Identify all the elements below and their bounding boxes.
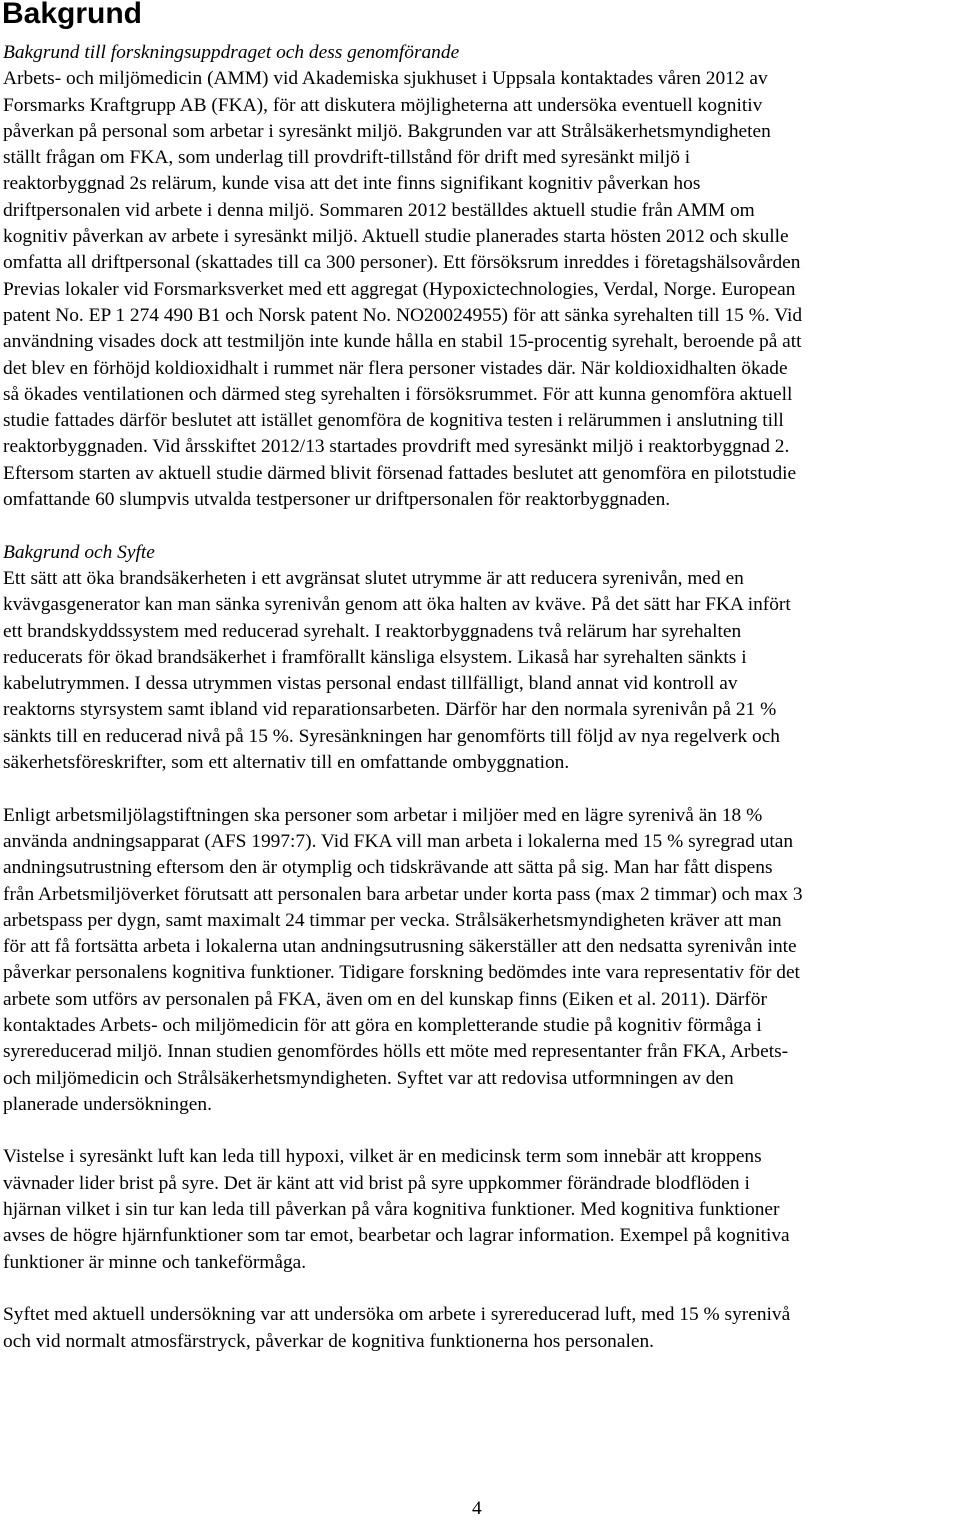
text-line: för att få fortsätta arbeta i lokalerna utan andningsutrusning säkerställer att den nedsatta syrenivån inte: [3, 936, 797, 958]
text-line: sänkts till en reducerad nivå på 15 %. Syresänkningen har genomförts till följd av nya regelverk och: [3, 725, 781, 747]
text-line: säkerhetsföreskrifter, som ett alternativ till en omfattande ombyggnation.: [3, 752, 570, 774]
text-line: kabelutrymmen. I dessa utrymmen vistas personal endast tillfälligt, bland annat vid kontroll av: [3, 673, 738, 695]
page-heading: Bakgrund: [2, 0, 143, 30]
text-line: påverkan på personal som arbetar i syresänkt miljö. Bakgrunden var att Strålsäkerhetsmyndigheten: [3, 120, 771, 142]
subheading-background-purpose: Bakgrund och Syfte: [3, 541, 155, 563]
text-line: använda andningsapparat (AFS 1997:7). Vid FKA vill man arbeta i lokalerna med 15 % syregrad utan: [3, 830, 794, 852]
text-line: studie fattades därför beslutet att istället genomföra de kognitiva testen i relärummen i anslutning till: [3, 410, 784, 432]
text-line: påverkar personalens kognitiva funktioner. Tidigare forskning bedömdes inte vara representativ för det: [3, 962, 800, 984]
text-line: och miljömedicin och Strålsäkerhetsmyndigheten. Syftet var att redovisa utformningen av den: [3, 1067, 734, 1089]
text-line: andningsutrustning eftersom den är otymplig och tidskrävande att sätta på sig. Man har fått dispens: [3, 857, 773, 879]
text-line: patent No. EP 1 274 490 B1 och Norsk patent No. NO20024955) för att sänka syrehalten till 15 %. Vid: [3, 304, 803, 326]
text-line: det blev en förhöjd koldioxidhalt i rummet när flera personer vistades där. När koldioxidhalten ökade: [3, 357, 788, 379]
paragraph: [3, 1302, 960, 1355]
text-line: Syftet med aktuell undersökning var att undersöka om arbete i syrereducerad luft, med 15 % syrenivå: [3, 1304, 791, 1326]
text-line: användning visades dock att testmiljön inte kunde hålla en stabil 15-procentig syrehalt, beroende på att: [3, 331, 802, 353]
text-line: driftpersonalen vid arbete i denna miljö. Sommaren 2012 beställdes aktuell studie från AMM om: [3, 199, 755, 221]
text-line: Vistelse i syresänkt luft kan leda till hypoxi, vilket är en medicinsk term som innebär att kroppens: [3, 1146, 762, 1168]
text-line: Enligt arbetsmiljölagstiftningen ska personer som arbetar i miljöer med en lägre syrenivå än 18 %: [3, 804, 763, 826]
text-line: från Arbetsmiljöverket förutsatt att personalen bara arbetar under korta pass (max 2 timmar) och max 3: [3, 883, 803, 905]
text-line: hjärnan vilket i sin tur kan leda till påverkan på våra kognitiva funktioner. Med kognitiva funktioner: [3, 1199, 780, 1221]
text-line: kognitiv påverkan av arbete i syresänkt miljö. Aktuell studie planerades starta hösten 2012 och skulle: [3, 226, 789, 248]
text-line: omfattande 60 slumpvis utvalda testpersoner ur driftpersonalen för reaktorbyggnaden.: [3, 489, 671, 511]
text-line: så ökades ventilationen och därmed steg syrehalten i försöksrummet. För att kunna genomföra aktuell: [3, 383, 793, 405]
text-line: kvävgasgenerator kan man sänka syrenivån genom att öka halten av kväve. På det sätt har FKA infört: [3, 594, 791, 616]
text-line: och vid normalt atmosfärstryck, påverkar de kognitiva funktionerna hos personalen.: [3, 1330, 655, 1352]
text-line: vävnader lider brist på syre. Det är känt att vid brist på syre uppkommer förändrade blodflöden i: [3, 1172, 750, 1194]
paragraph: [3, 1144, 960, 1275]
text-line: Forsmarks Kraftgrupp AB (FKA), för att diskutera möjligheterna att undersöka eventuell kognitiv: [3, 94, 763, 116]
body-text: [3, 40, 960, 1381]
text-line: arbetspass per dygn, samt maximalt 24 timmar per vecka. Strålsäkerhetsmyndigheten kräver att man: [3, 909, 782, 931]
text-line: Eftersom starten av aktuell studie därmed blivit försenad fattades beslutet att genomföra en pilotstudie: [3, 462, 797, 484]
text-line: syrereducerad miljö. Innan studien genomfördes hölls ett möte med representanter från FKA, Arbets-: [3, 1041, 789, 1063]
text-line: omfatta all driftpersonal (skattades till ca 300 personer). Ett försöksrum inreddes i företagshälsovården: [3, 252, 801, 274]
text-line: funktioner är minne och tankeförmåga.: [3, 1251, 307, 1273]
text-line: Arbets- och miljömedicin (AMM) vid Akademiska sjukhuset i Uppsala kontaktades våren 2012 av: [3, 68, 768, 90]
text-line: planerade undersökningen.: [3, 1093, 212, 1115]
text-line: ställt frågan om FKA, som underlag till provdrift-tillstånd för drift med syresänkt miljö i: [3, 147, 691, 169]
text-line: Ett sätt att öka brandsäkerheten i ett avgränsat slutet utrymme är att reducera syrenivån, med en: [3, 567, 744, 589]
text-line: avses de högre hjärnfunktioner som tar emot, bearbetar och lagrar information. Exempel på kognitiva: [3, 1225, 790, 1247]
text-line: reaktorbyggnaden. Vid årsskiftet 2012/13 startades provdrift med syresänkt miljö i reaktorbyggnad 2.: [3, 436, 790, 458]
paragraph: [3, 803, 960, 1119]
text-line: reducerats för ökad brandsäkerhet i framförallt känsliga elsystem. Likaså har syrehalten sänkts i: [3, 646, 747, 668]
paragraph: [3, 66, 960, 513]
text-line: ett brandskyddssystem med reducerad syrehalt. I reaktorbyggnadens två relärum har syrehalten: [3, 620, 742, 642]
text-line: kontaktades Arbets- och miljömedicin för att göra en kompletterande studie på kognitiv förmåga i: [3, 1014, 762, 1036]
subheading-background-assignment: Bakgrund till forskningsuppdraget och dess genomförande: [3, 42, 460, 63]
text-line: Previas lokaler vid Forsmarksverket med ett aggregat (Hypoxictechnologies, Verdal, Norge. European: [3, 278, 796, 300]
paragraph: [3, 566, 960, 776]
text-line: reaktorbyggnad 2s relärum, kunde visa att det inte finns signifikant kognitiv påverkan hos: [3, 173, 701, 195]
page-number: 4: [472, 1498, 482, 1519]
text-line: arbete som utförs av personalen på FKA, även om en del kunskap finns (Eiken et al. 2011). Därför: [3, 988, 767, 1010]
text-line: reaktorns styrsystem samt ibland vid reparationsarbeten. Därför har den normala syrenivån på 21 %: [3, 699, 777, 721]
